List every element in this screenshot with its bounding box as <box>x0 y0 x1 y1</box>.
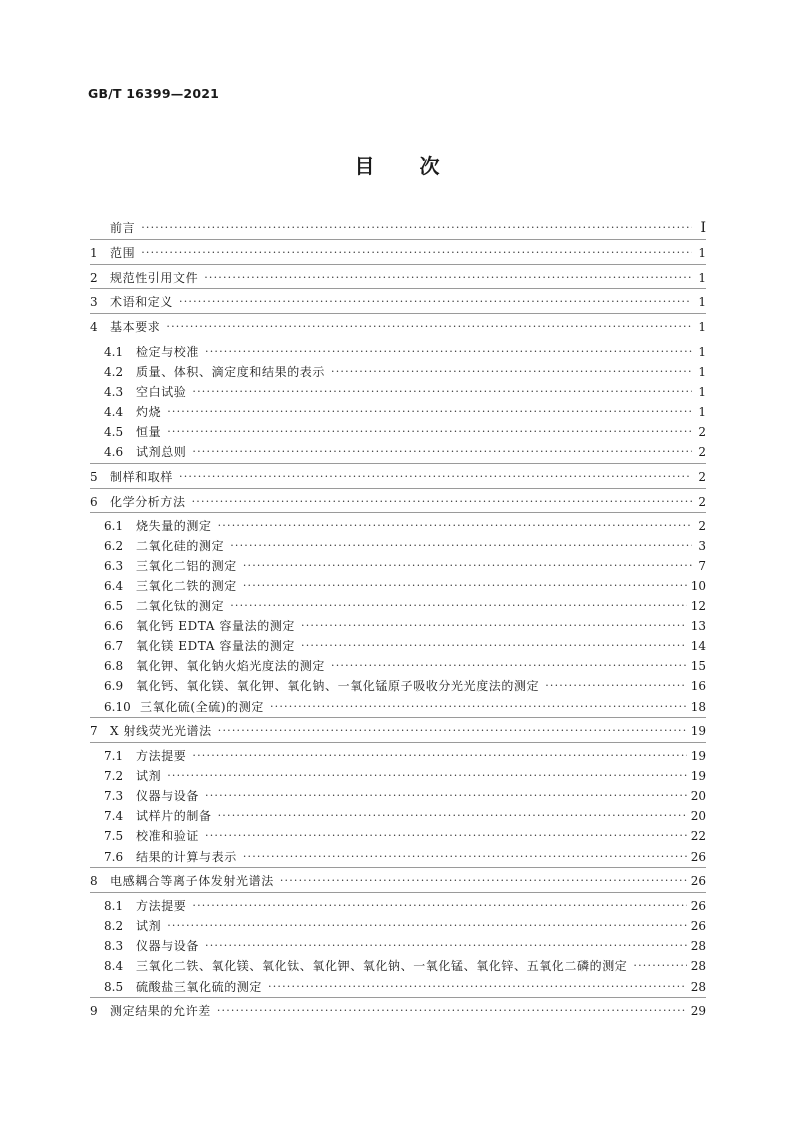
toc-entry-page: 1 <box>698 246 706 260</box>
toc-entry[interactable] <box>104 634 706 654</box>
toc-entry-page: 26 <box>690 850 706 864</box>
toc-entry-title: 氧化镁 EDTA 容量法的测定 <box>136 639 296 653</box>
toc-entry-title: 仪器与设备 <box>136 939 200 953</box>
toc-dot-leader <box>167 404 692 420</box>
toc-entry-page: 26 <box>690 874 706 888</box>
toc-entry-page: 1 <box>698 295 706 309</box>
toc-entry[interactable] <box>104 894 706 914</box>
toc-entry-page: 1 <box>698 365 706 379</box>
toc-divider <box>90 512 706 513</box>
toc-dot-leader <box>243 578 687 594</box>
toc-entry-number: 5 <box>90 470 98 484</box>
toc-entry-number: 6.9 <box>104 679 124 693</box>
toc-entry[interactable] <box>90 315 706 335</box>
toc-entry-page: 10 <box>690 579 706 593</box>
toc-dot-leader <box>218 518 692 534</box>
toc-dot-leader <box>545 678 687 694</box>
toc-dot-leader <box>166 319 692 335</box>
toc-entry-page: 22 <box>690 829 706 843</box>
toc-entry[interactable] <box>104 804 706 824</box>
toc-entry-title: 试剂总则 <box>136 445 187 459</box>
toc-entry[interactable] <box>90 869 706 889</box>
toc-entry-title: 结果的计算与表示 <box>136 850 237 864</box>
toc-entry-page: 20 <box>690 809 706 823</box>
toc-entry-number: 6.7 <box>104 639 124 653</box>
toc-dot-leader <box>167 424 692 440</box>
toc-entry-number: 4.1 <box>104 345 124 359</box>
toc-entry-title: 规范性引用文件 <box>110 271 199 285</box>
toc-entry-page: 1 <box>698 345 706 359</box>
toc-entry[interactable] <box>104 340 706 360</box>
toc-entry-page: 19 <box>690 749 706 763</box>
toc-entry[interactable] <box>104 400 706 420</box>
toc-entry-page: 1 <box>698 271 706 285</box>
toc-dot-leader <box>167 918 687 934</box>
toc-entry-number: 4.3 <box>104 385 124 399</box>
toc-entry-title: 三氧化二铝的测定 <box>136 559 237 573</box>
toc-entry-number: 7.6 <box>104 850 124 864</box>
toc-entry-title: 氧化钙、氧化镁、氧化钾、氧化钠、一氧化锰原子吸收分光光度法的测定 <box>136 679 540 693</box>
toc-entry[interactable] <box>104 824 706 844</box>
toc-entry-title: 试样片的制备 <box>136 809 212 823</box>
standard-code: GB/T 16399—2021 <box>88 86 220 101</box>
toc-dot-leader <box>331 364 692 380</box>
toc-entry-title: 术语和定义 <box>110 295 174 309</box>
toc-entry-page: 14 <box>690 639 706 653</box>
toc-entry-page: 28 <box>690 939 706 953</box>
toc-entry-page: 12 <box>690 599 706 613</box>
toc-entry[interactable] <box>104 654 706 674</box>
toc-entry-page: 2 <box>698 445 706 459</box>
toc-entry-number: 8 <box>90 874 98 888</box>
toc-entry-number: 8.2 <box>104 919 124 933</box>
toc-entry-title: 硫酸盐三氧化硫的测定 <box>136 980 263 994</box>
toc-dot-leader <box>192 748 686 764</box>
toc-entry-title: 测定结果的允许差 <box>110 1004 211 1018</box>
toc-entry-number: 2 <box>90 271 98 285</box>
toc-entry[interactable] <box>90 465 706 485</box>
toc-entry-number: 6 <box>90 495 98 509</box>
table-of-contents <box>90 0 706 1123</box>
toc-entry-title: 基本要求 <box>110 320 161 334</box>
toc-entry-title: 电感耦合等离子体发射光谱法 <box>110 874 274 888</box>
toc-entry[interactable] <box>90 999 706 1019</box>
toc-dot-leader <box>141 220 692 236</box>
toc-entry-number: 6.4 <box>104 579 124 593</box>
toc-dot-leader <box>301 618 687 634</box>
toc-dot-leader <box>243 558 692 574</box>
toc-entry-number: 7.3 <box>104 789 124 803</box>
toc-heading-char-2: 次 <box>419 154 440 178</box>
toc-entry-number: 7 <box>90 724 98 738</box>
toc-entry-title: 二氧化硅的测定 <box>136 539 225 553</box>
toc-entry-page: 2 <box>698 519 706 533</box>
toc-entry-title: 仪器与设备 <box>136 789 200 803</box>
toc-entry-number: 4.6 <box>104 445 124 459</box>
toc-entry-number: 6.8 <box>104 659 124 673</box>
toc-entry[interactable] <box>104 440 706 460</box>
toc-entry-title: X 射线荧光光谱法 <box>110 724 212 738</box>
toc-dot-leader <box>205 788 687 804</box>
toc-entry-number: 8.5 <box>104 980 124 994</box>
toc-entry-number: 7.4 <box>104 809 124 823</box>
toc-entry-number: 7.5 <box>104 829 124 843</box>
toc-entry[interactable] <box>104 574 706 594</box>
toc-divider <box>90 892 706 893</box>
toc-entry-page: 28 <box>690 959 706 973</box>
toc-entry-title: 方法提要 <box>136 899 187 913</box>
toc-dot-leader <box>179 469 692 485</box>
toc-entry-title: 范围 <box>110 246 136 260</box>
toc-entry-number: 1 <box>90 246 98 260</box>
toc-entry-page: 1 <box>698 385 706 399</box>
toc-entry-number: 3 <box>90 295 98 309</box>
toc-dot-leader <box>268 979 687 995</box>
toc-entry-number: 6.3 <box>104 559 124 573</box>
toc-entry-number: 6.2 <box>104 539 124 553</box>
toc-divider <box>90 264 706 265</box>
toc-entry[interactable] <box>104 360 706 380</box>
toc-entry-title: 三氧化二铁的测定 <box>136 579 237 593</box>
toc-dot-leader <box>167 768 687 784</box>
toc-divider <box>90 239 706 240</box>
toc-dot-leader <box>204 270 692 286</box>
toc-dot-leader <box>192 898 686 914</box>
toc-entry-page: 13 <box>690 619 706 633</box>
toc-entry[interactable] <box>104 420 706 440</box>
toc-entry-number: 4 <box>90 320 98 334</box>
toc-entry[interactable] <box>90 241 706 261</box>
toc-entry-title: 二氧化钛的测定 <box>136 599 225 613</box>
toc-entry-number: 6.10 <box>104 700 131 714</box>
toc-entry-number: 7.2 <box>104 769 124 783</box>
toc-entry-number: 8.4 <box>104 959 124 973</box>
toc-entry-title: 氧化钙 EDTA 容量法的测定 <box>136 619 296 633</box>
toc-entry[interactable] <box>104 845 706 865</box>
toc-entry-page: 15 <box>690 659 706 673</box>
toc-entry-title: 三氧化二铁、氧化镁、氧化钛、氧化钾、氧化钠、一氧化锰、氧化锌、五氧化二磷的测定 <box>136 959 628 973</box>
toc-entry-number: 8.3 <box>104 939 124 953</box>
toc-dot-leader <box>205 938 687 954</box>
toc-entry-title: 烧失量的测定 <box>136 519 212 533</box>
toc-entry-page: 1 <box>698 405 706 419</box>
toc-entry-title: 方法提要 <box>136 749 187 763</box>
toc-divider <box>90 313 706 314</box>
toc-entry[interactable] <box>90 490 706 510</box>
toc-dot-leader <box>205 344 692 360</box>
toc-dot-leader <box>243 849 687 865</box>
toc-entry-page: 19 <box>690 769 706 783</box>
toc-entry[interactable] <box>104 514 706 534</box>
toc-entry-number: 9 <box>90 1004 98 1018</box>
toc-dot-leader <box>230 598 687 614</box>
toc-entry[interactable] <box>104 594 706 614</box>
toc-entry[interactable] <box>104 674 706 694</box>
toc-entry-page: 26 <box>690 919 706 933</box>
toc-entry-page: 1 <box>698 320 706 334</box>
toc-entry-number: 8.1 <box>104 899 124 913</box>
toc-dot-leader <box>301 638 687 654</box>
toc-divider <box>90 288 706 289</box>
toc-entry-title: 校准和验证 <box>136 829 200 843</box>
toc-entry-title: 制样和取样 <box>110 470 174 484</box>
toc-entry[interactable] <box>104 380 706 400</box>
toc-entry-number: 6.5 <box>104 599 124 613</box>
toc-entry-page: 7 <box>698 559 706 573</box>
toc-dot-leader <box>141 245 692 261</box>
toc-entry-title: 化学分析方法 <box>110 495 186 509</box>
toc-entry[interactable] <box>104 554 706 574</box>
toc-dot-leader <box>331 658 687 674</box>
toc-entry-page: 28 <box>690 980 706 994</box>
toc-entry-title: 质量、体积、滴定度和结果的表示 <box>136 365 326 379</box>
toc-entry[interactable] <box>104 534 706 554</box>
toc-dot-leader <box>633 958 686 974</box>
toc-entry-title: 氧化钾、氧化钠火焰光度法的测定 <box>136 659 326 673</box>
toc-entry[interactable] <box>104 784 706 804</box>
toc-dot-leader <box>179 294 692 310</box>
toc-entry-number: 7.1 <box>104 749 124 763</box>
toc-entry[interactable] <box>90 216 706 236</box>
toc-entry[interactable] <box>90 719 706 739</box>
toc-entry[interactable] <box>104 744 706 764</box>
toc-divider <box>90 867 706 868</box>
toc-entry-number: 4.4 <box>104 405 124 419</box>
toc-heading-char-1: 目 <box>354 154 375 178</box>
toc-dot-leader <box>192 384 692 400</box>
toc-entry-page: 16 <box>690 679 706 693</box>
toc-entry-title: 空白试验 <box>136 385 187 399</box>
toc-entry[interactable] <box>104 975 706 995</box>
toc-entry-title: 检定与校准 <box>136 345 200 359</box>
toc-entry[interactable] <box>104 934 706 954</box>
toc-divider <box>90 742 706 743</box>
toc-divider <box>90 997 706 998</box>
toc-entry-page: 2 <box>698 495 706 509</box>
toc-entry-title: 恒量 <box>136 425 162 439</box>
toc-dot-leader <box>218 808 687 824</box>
toc-entry-title: 三氧化硫(全硫)的测定 <box>140 700 264 714</box>
toc-dot-leader <box>217 1003 687 1019</box>
toc-entry-number: 4.5 <box>104 425 124 439</box>
toc-entry[interactable] <box>104 614 706 634</box>
toc-entry-page: 2 <box>698 470 706 484</box>
toc-dot-leader <box>192 494 692 510</box>
toc-entry-page: 18 <box>690 700 706 714</box>
toc-entry-number: 4.2 <box>104 365 124 379</box>
toc-entry-title: 灼烧 <box>136 405 162 419</box>
toc-dot-leader <box>205 828 687 844</box>
toc-entry[interactable] <box>90 266 706 286</box>
toc-dot-leader <box>230 538 692 554</box>
toc-divider <box>90 463 706 464</box>
toc-entry-page: 20 <box>690 789 706 803</box>
toc-entry[interactable] <box>104 954 706 974</box>
toc-divider <box>90 488 706 489</box>
toc-entry-number: 6.6 <box>104 619 124 633</box>
toc-entry-number: 6.1 <box>104 519 124 533</box>
toc-entry-title: 试剂 <box>136 919 162 933</box>
toc-entry-page: 26 <box>690 899 706 913</box>
toc-entry-page: 3 <box>698 539 706 553</box>
toc-entry[interactable] <box>104 764 706 784</box>
toc-dot-leader <box>218 723 687 739</box>
toc-entry-page: 19 <box>690 724 706 738</box>
toc-divider <box>90 717 706 718</box>
toc-entry[interactable] <box>90 290 706 310</box>
toc-entry-page: 2 <box>698 425 706 439</box>
toc-dot-leader <box>280 873 687 889</box>
toc-entry-title: 试剂 <box>136 769 162 783</box>
toc-dot-leader <box>192 444 692 460</box>
toc-entry-page: 29 <box>690 1004 706 1018</box>
toc-entry-title: 前言 <box>110 221 136 235</box>
toc-entry[interactable] <box>104 695 706 715</box>
toc-entry[interactable] <box>104 914 706 934</box>
toc-entry-page: Ⅰ <box>700 220 706 236</box>
toc-dot-leader <box>270 699 687 715</box>
